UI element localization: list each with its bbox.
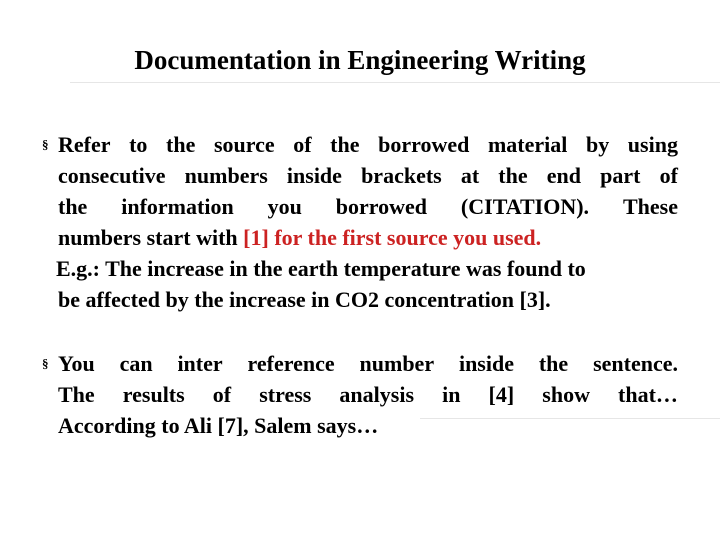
bullet-inter-reference — [42, 348, 678, 441]
bullet-marker-icon: § — [42, 356, 49, 371]
text-line: § Refer to the source of the borrowed material by using — [42, 129, 678, 160]
example-line: E.g.: The increase in the earth temperature was found to — [56, 256, 586, 281]
bullet-citation-rule — [42, 129, 678, 315]
text-line: The results of stress analysis in [4] show that… — [58, 382, 678, 407]
first-source-highlight: [1] for the first source you used. — [243, 225, 542, 250]
title-divider — [70, 82, 720, 83]
slide-title: Documentation in Engineering Writing — [134, 45, 586, 75]
text-line: § You can inter reference number inside the sentence. — [42, 348, 678, 379]
text-line: numbers start with [1] for the first source you used. — [42, 222, 678, 253]
example-line: be affected by the increase in CO2 concentration [3]. — [58, 287, 551, 312]
text-line: the information you borrowed (CITATION). These — [58, 194, 678, 219]
bullet-marker-icon: § — [42, 137, 49, 152]
footer-divider — [420, 418, 720, 419]
text-line: According to Ali [7], Salem says… — [58, 413, 379, 438]
text-line: consecutive numbers inside brackets at the end part of — [58, 163, 678, 188]
